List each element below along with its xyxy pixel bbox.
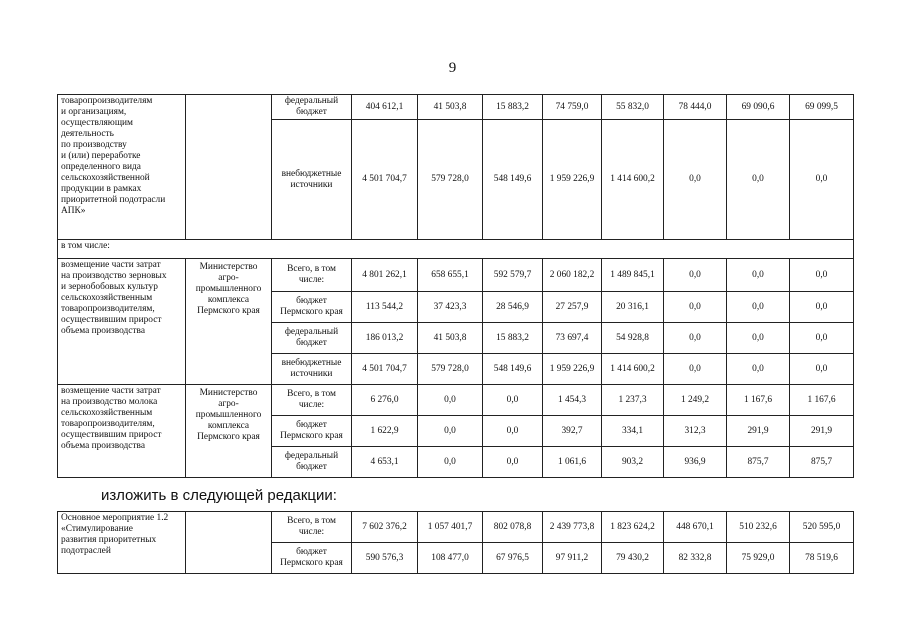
amount-cell: 97 911,2 [543, 543, 602, 574]
amount-cell: 73 697,4 [543, 323, 602, 354]
amount-cell: 41 503,8 [418, 95, 483, 120]
amount-cell: 510 232,6 [727, 512, 790, 543]
amount-cell: 548 149,6 [483, 120, 543, 240]
amount-cell: 0,0 [664, 323, 727, 354]
amount-cell: 0,0 [483, 385, 543, 416]
amount-cell: 875,7 [727, 447, 790, 478]
amount-cell: 0,0 [664, 354, 727, 385]
measure-name: возмещение части затрат на производство молока сельскохозяйственным товаропроизводителям, осуществившим прирост объема производства [58, 385, 186, 478]
funding-source: внебюджетные источники [272, 120, 352, 240]
amount-cell: 1 959 226,9 [543, 120, 602, 240]
amount-cell: 78 519,6 [790, 543, 854, 574]
amount-cell: 79 430,2 [602, 543, 664, 574]
amount-cell: 0,0 [664, 292, 727, 323]
funding-source: федеральный бюджет [272, 447, 352, 478]
table-row [58, 95, 854, 120]
table-row [58, 385, 854, 416]
measure-name: товаропроизводителям и организациям, осуществляющим деятельность по производству и (или) переработке определенного вида сельскохозяйственной продукции в рамках приоритетной подотрасли АПК» [58, 95, 186, 240]
amount-cell: 0,0 [727, 323, 790, 354]
amount-cell: 1 061,6 [543, 447, 602, 478]
amount-cell: 334,1 [602, 416, 664, 447]
amount-cell: 2 060 182,2 [543, 259, 602, 292]
amount-cell: 69 099,5 [790, 95, 854, 120]
funding-source: внебюджетные источники [272, 354, 352, 385]
amount-cell: 579 728,0 [418, 354, 483, 385]
amount-cell: 392,7 [543, 416, 602, 447]
amount-cell: 75 929,0 [727, 543, 790, 574]
funding-source: Всего, в том числе: [272, 512, 352, 543]
amendment-text: изложить в следующей редакции: [101, 487, 337, 504]
responsible-executor [186, 512, 272, 574]
amount-cell: 0,0 [727, 120, 790, 240]
amount-cell: 1 249,2 [664, 385, 727, 416]
amount-cell: 0,0 [790, 323, 854, 354]
amount-cell: 404 612,1 [352, 95, 418, 120]
budget-table-old [57, 94, 854, 478]
amount-cell: 291,9 [790, 416, 854, 447]
page-number: 9 [448, 60, 457, 76]
amount-cell: 4 653,1 [352, 447, 418, 478]
amount-cell: 55 832,0 [602, 95, 664, 120]
amount-cell: 41 503,8 [418, 323, 483, 354]
row-label: в том числе: [58, 240, 854, 259]
amount-cell: 592 579,7 [483, 259, 543, 292]
amount-cell: 4 801 262,1 [352, 259, 418, 292]
amount-cell: 0,0 [727, 292, 790, 323]
funding-source: бюджет Пермского края [272, 416, 352, 447]
funding-source: бюджет Пермского края [272, 292, 352, 323]
amount-cell: 186 013,2 [352, 323, 418, 354]
amount-cell: 0,0 [418, 416, 483, 447]
amount-cell: 0,0 [664, 120, 727, 240]
amount-cell: 1 489 845,1 [602, 259, 664, 292]
table-row [58, 259, 854, 292]
amount-cell: 15 883,2 [483, 323, 543, 354]
amount-cell: 0,0 [790, 292, 854, 323]
amount-cell: 1 622,9 [352, 416, 418, 447]
amount-cell: 78 444,0 [664, 95, 727, 120]
amount-cell: 1 454,3 [543, 385, 602, 416]
amount-cell: 4 501 704,7 [352, 120, 418, 240]
amount-cell: 590 576,3 [352, 543, 418, 574]
amount-cell: 15 883,2 [483, 95, 543, 120]
amount-cell: 20 316,1 [602, 292, 664, 323]
amount-cell: 67 976,5 [483, 543, 543, 574]
responsible-executor: Министерство агро- промышленного комплекса Пермского края [186, 385, 272, 478]
amount-cell: 936,9 [664, 447, 727, 478]
amount-cell: 4 501 704,7 [352, 354, 418, 385]
amount-cell: 1 167,6 [727, 385, 790, 416]
amount-cell: 0,0 [727, 259, 790, 292]
funding-source: федеральный бюджет [272, 323, 352, 354]
amount-cell: 0,0 [418, 447, 483, 478]
funding-source: федеральный бюджет [272, 95, 352, 120]
amount-cell: 2 439 773,8 [543, 512, 602, 543]
amount-cell: 1 057 401,7 [418, 512, 483, 543]
amount-cell: 1 823 624,2 [602, 512, 664, 543]
amount-cell: 0,0 [790, 354, 854, 385]
funding-source: Всего, в том числе: [272, 259, 352, 292]
table-row [58, 512, 854, 543]
funding-source: бюджет Пермского края [272, 543, 352, 574]
amount-cell: 28 546,9 [483, 292, 543, 323]
amount-cell: 1 959 226,9 [543, 354, 602, 385]
measure-name: Основное мероприятие 1.2 «Стимулирование развития приоритетных подотраслей [58, 512, 186, 574]
amount-cell: 54 928,8 [602, 323, 664, 354]
amount-cell: 1 414 600,2 [602, 354, 664, 385]
measure-name: возмещение части затрат на производство зерновых и зернобобовых культур сельскохозяйственным товаропроизводителям, осуществившим прирост объема производства [58, 259, 186, 385]
amount-cell: 520 595,0 [790, 512, 854, 543]
amount-cell: 658 655,1 [418, 259, 483, 292]
amount-cell: 6 276,0 [352, 385, 418, 416]
amount-cell: 0,0 [483, 416, 543, 447]
amount-cell: 0,0 [483, 447, 543, 478]
amount-cell: 0,0 [727, 354, 790, 385]
amount-cell: 27 257,9 [543, 292, 602, 323]
amount-cell: 548 149,6 [483, 354, 543, 385]
amount-cell: 108 477,0 [418, 543, 483, 574]
amount-cell: 312,3 [664, 416, 727, 447]
responsible-executor [186, 95, 272, 240]
amount-cell: 903,2 [602, 447, 664, 478]
table-row [58, 240, 854, 259]
budget-table-new [57, 511, 854, 574]
amount-cell: 291,9 [727, 416, 790, 447]
amount-cell: 7 602 376,2 [352, 512, 418, 543]
amount-cell: 82 332,8 [664, 543, 727, 574]
responsible-executor: Министерство агро- промышленного комплекса Пермского края [186, 259, 272, 385]
amount-cell: 1 167,6 [790, 385, 854, 416]
amount-cell: 113 544,2 [352, 292, 418, 323]
funding-source: Всего, в том числе: [272, 385, 352, 416]
amount-cell: 0,0 [790, 259, 854, 292]
amount-cell: 37 423,3 [418, 292, 483, 323]
amount-cell: 69 090,6 [727, 95, 790, 120]
amount-cell: 1 237,3 [602, 385, 664, 416]
amount-cell: 74 759,0 [543, 95, 602, 120]
amount-cell: 0,0 [418, 385, 483, 416]
amount-cell: 448 670,1 [664, 512, 727, 543]
amount-cell: 1 414 600,2 [602, 120, 664, 240]
amount-cell: 802 078,8 [483, 512, 543, 543]
amount-cell: 0,0 [790, 120, 854, 240]
amount-cell: 579 728,0 [418, 120, 483, 240]
amount-cell: 0,0 [664, 259, 727, 292]
amount-cell: 875,7 [790, 447, 854, 478]
